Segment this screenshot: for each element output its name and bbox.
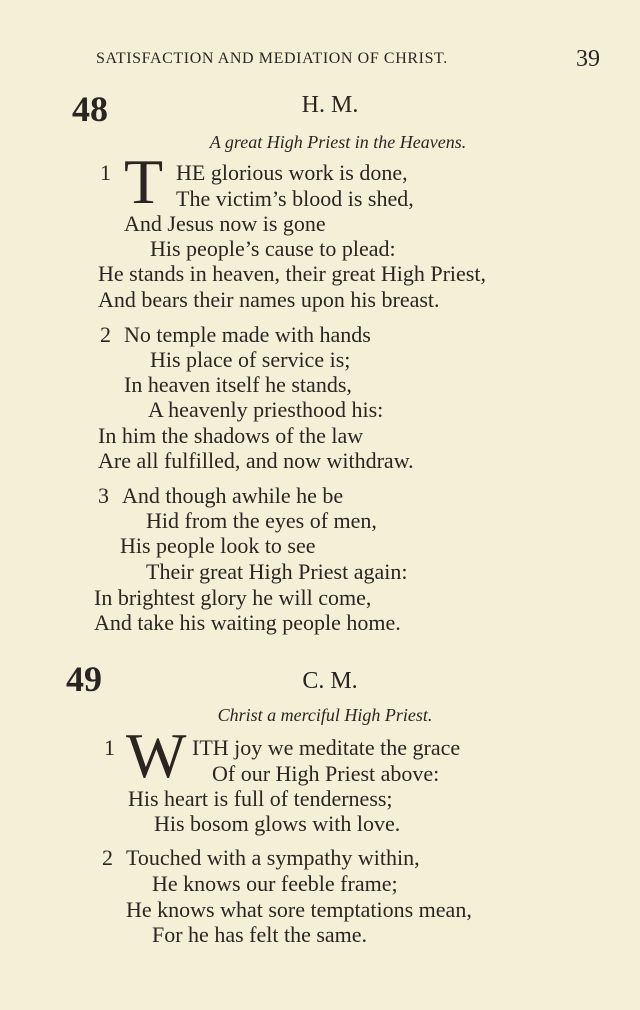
verse-line: He knows what sore temptations mean, bbox=[126, 897, 472, 922]
hymn-subtitle: A great High Priest in the Heavens. bbox=[209, 132, 467, 152]
verse-line: Are all fulfilled, and now withdraw. bbox=[98, 448, 414, 473]
verse-line: Of our High Priest above: bbox=[212, 761, 440, 786]
verse-line: A heavenly priesthood his: bbox=[148, 397, 384, 422]
drop-cap: T bbox=[124, 146, 164, 217]
verse-line: And though awhile he be bbox=[122, 483, 344, 508]
verse-line: The victim’s blood is shed, bbox=[176, 186, 414, 211]
verse-line: His people look to see bbox=[120, 533, 316, 558]
verse-line: For he has felt the same. bbox=[152, 922, 368, 947]
verse-line: And bears their names upon his breast. bbox=[98, 287, 440, 312]
running-header bbox=[96, 46, 600, 76]
verse-line: His bosom glows with love. bbox=[154, 811, 401, 836]
verse-line: In heaven itself he stands, bbox=[124, 372, 352, 397]
hymn-meter: H. M. bbox=[301, 92, 359, 118]
verse-line: His place of service is; bbox=[150, 347, 351, 372]
hymn-number: 49 bbox=[66, 659, 102, 699]
hymn-meter: C. M. bbox=[302, 668, 358, 694]
page-number: 39 bbox=[576, 46, 600, 72]
verse-line: HE glorious work is done, bbox=[176, 160, 408, 185]
verse-line: Hid from the eyes of men, bbox=[146, 508, 377, 533]
verse-line: In brightest glory he will come, bbox=[94, 585, 372, 610]
verse-line: And take his waiting people home. bbox=[94, 610, 401, 635]
verse-line: ITH joy we meditate the grace bbox=[192, 735, 461, 760]
verse-number: 1 bbox=[100, 160, 111, 185]
hymn-subtitle: Christ a merciful High Priest. bbox=[217, 705, 433, 725]
verse-number: 3 bbox=[98, 483, 109, 508]
drop-cap: W bbox=[126, 720, 187, 791]
verse-line: He stands in heaven, their great High Priest, bbox=[98, 261, 486, 286]
hymn-number: 48 bbox=[72, 89, 108, 129]
verse-line: He knows our feeble frame; bbox=[152, 871, 398, 896]
verse-line: His people’s cause to plead: bbox=[150, 236, 396, 261]
verse-number: 2 bbox=[100, 322, 111, 347]
verse-line: In him the shadows of the law bbox=[98, 423, 364, 448]
verse-line: And Jesus now is gone bbox=[124, 211, 326, 236]
header-title: SATISFACTION AND MEDIATION OF CHRIST. bbox=[96, 50, 448, 67]
verse-line: His heart is full of tenderness; bbox=[128, 786, 393, 811]
verse-line: No temple made with hands bbox=[124, 322, 371, 347]
verse-number: 2 bbox=[102, 845, 113, 870]
verse-line: Their great High Priest again: bbox=[146, 559, 408, 584]
verse-number: 1 bbox=[104, 735, 115, 760]
verse-line: Touched with a sympathy within, bbox=[126, 845, 420, 870]
